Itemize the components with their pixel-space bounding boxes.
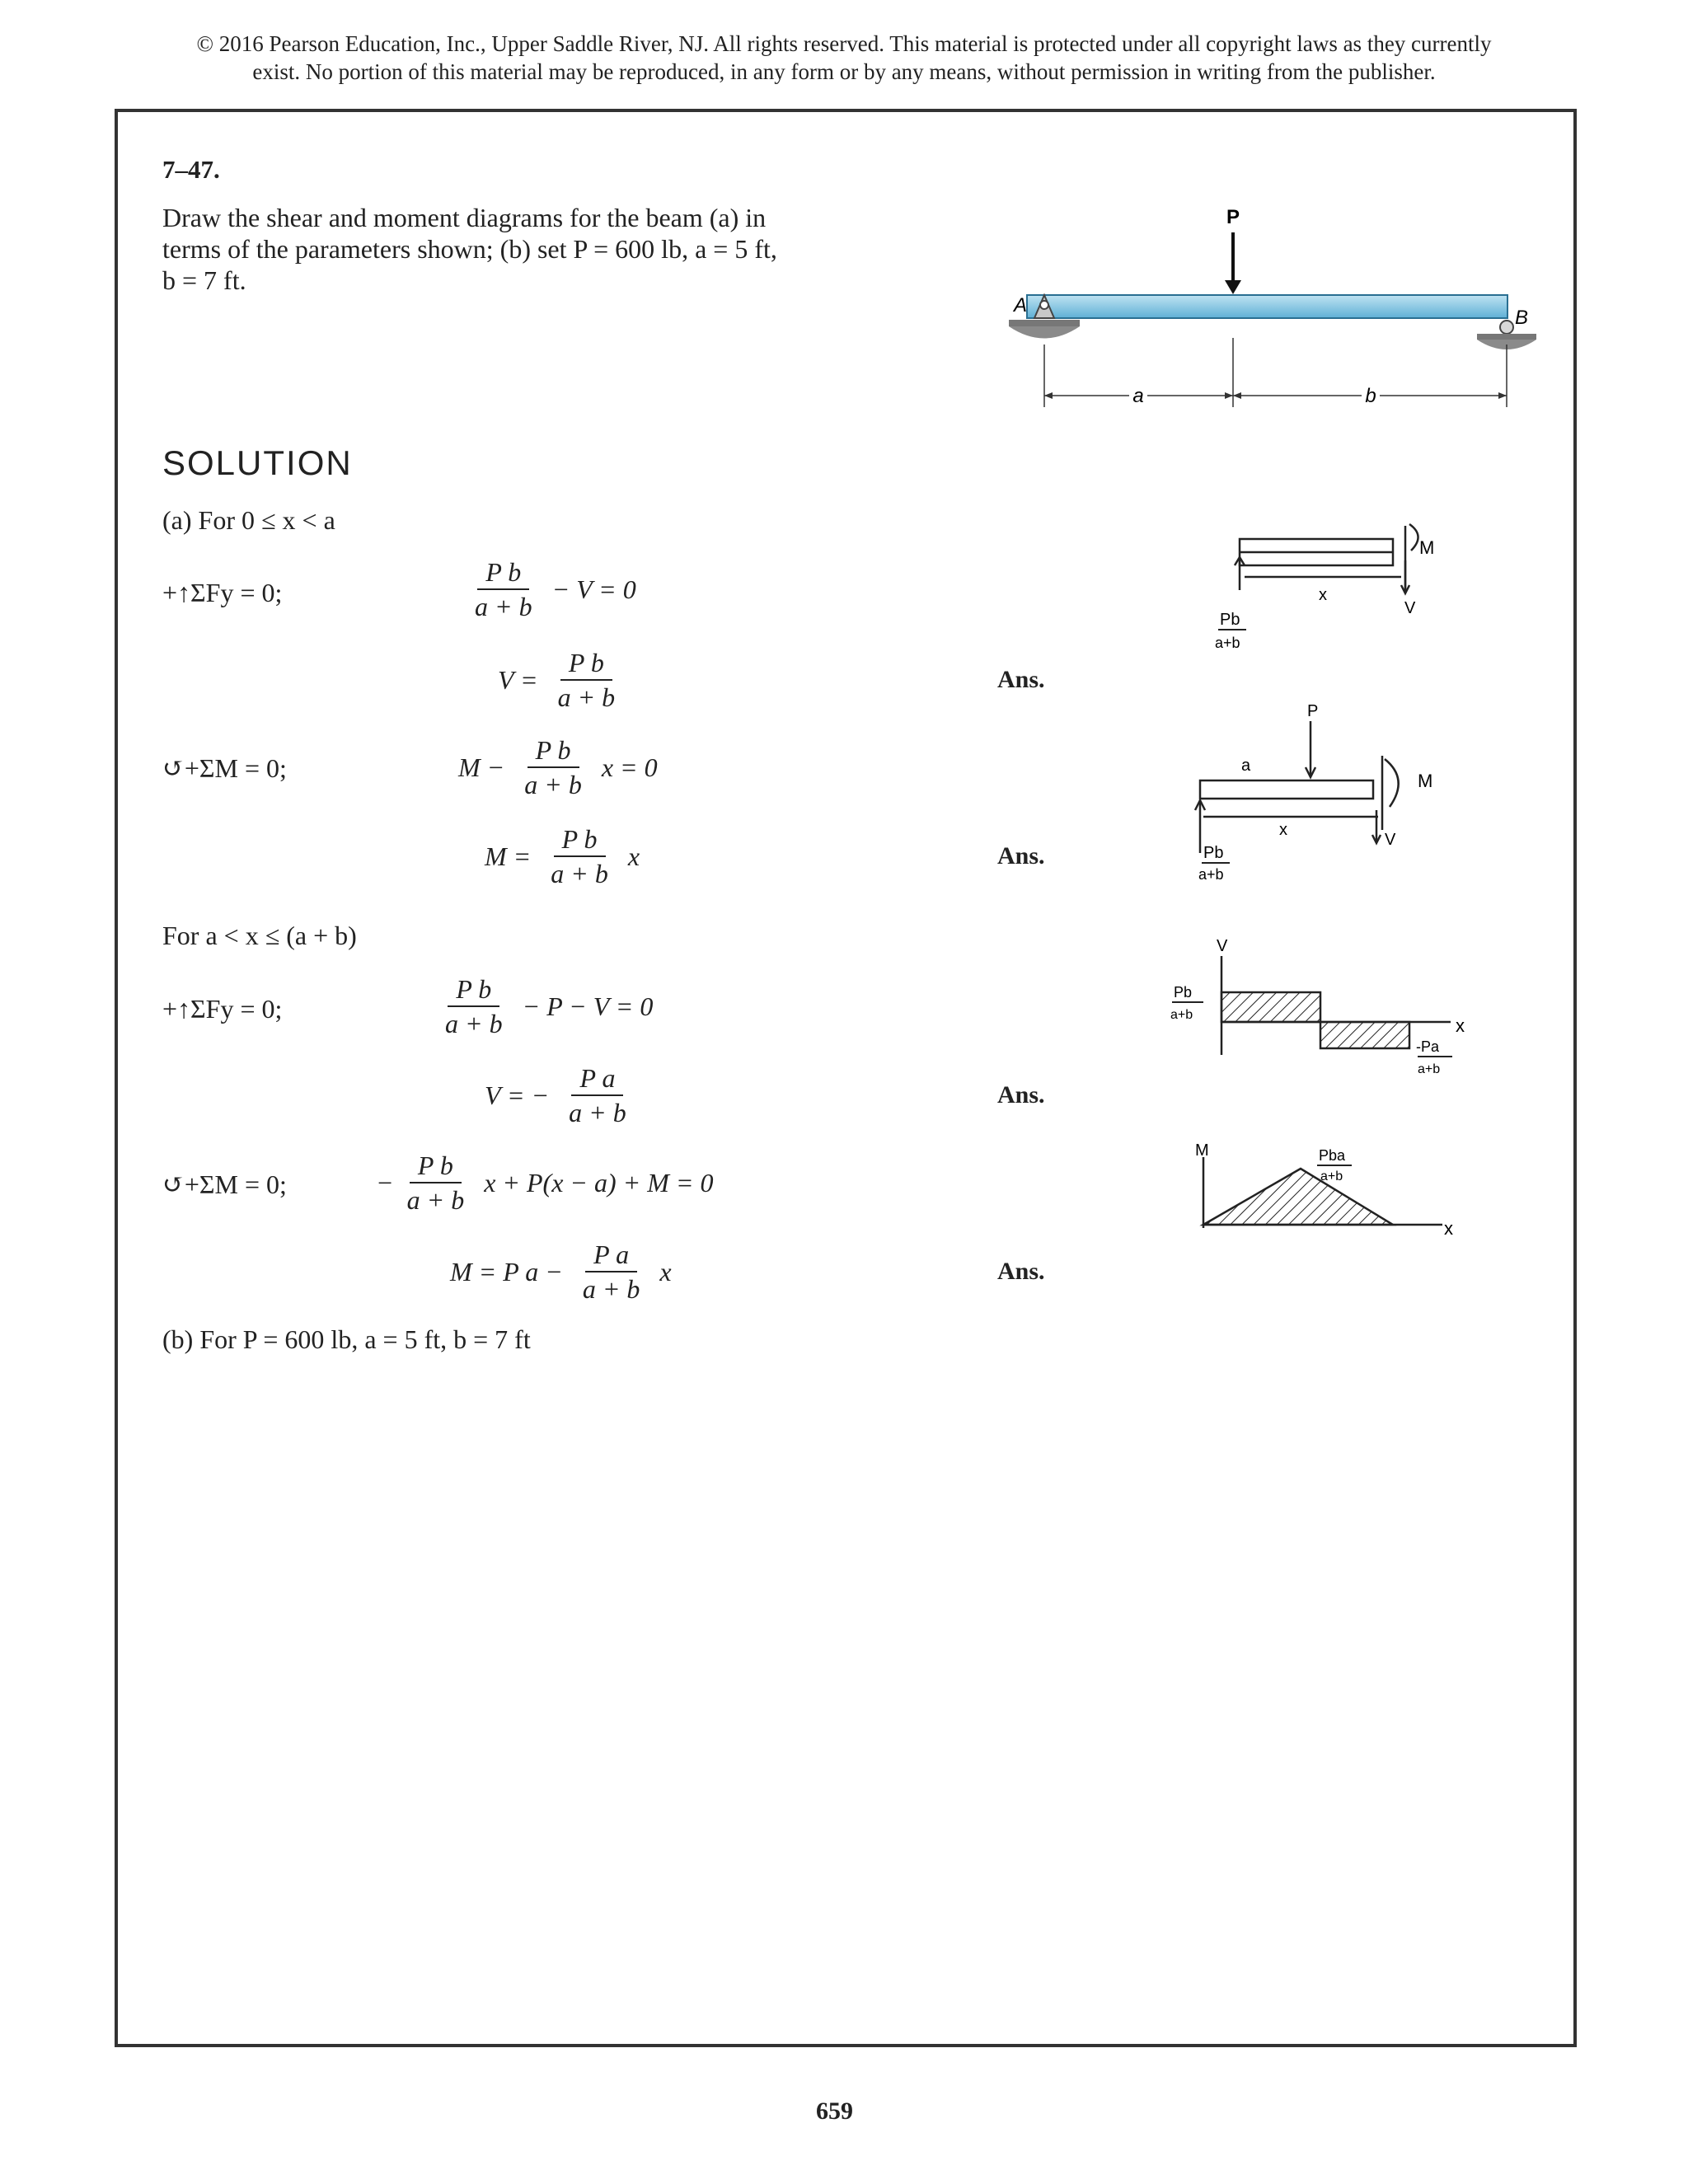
pin-icon (1040, 301, 1048, 309)
equation-7: − $\frac{\text{P b}}{a + b}$ x + P(x − a) + M = 0 (376, 1151, 714, 1215)
shear-positive-den: a+b (1170, 1008, 1193, 1022)
dim-b-label: b (1365, 385, 1376, 407)
fbd2-reaction-den: a+b (1198, 866, 1224, 883)
moment-peak-num: Pba (1319, 1147, 1346, 1164)
load-arrow-head (1225, 280, 1241, 294)
range-2-label: For a < x ≤ (a + b) (162, 921, 357, 950)
shear-positive-num: Pb (1174, 984, 1193, 1001)
dim-a-label: a (1132, 385, 1144, 407)
moment-peak-den: a+b (1320, 1169, 1343, 1183)
fbd1-moment-label: M (1419, 537, 1435, 558)
answer-label-3: Ans. (997, 1081, 1045, 1108)
fbd2-x-label: x (1279, 821, 1287, 839)
ground-a (1009, 320, 1080, 326)
support-a-label: A (1014, 294, 1028, 316)
ground-b (1477, 334, 1536, 340)
shear-negative-den: a+b (1418, 1062, 1441, 1076)
problem-number: 7–47. (162, 155, 220, 184)
shear-axis-label: V (1217, 937, 1228, 955)
fraction: $\frac{\text{P a}}{a + b}$ (582, 1240, 640, 1304)
moment-x-axis-label: x (1444, 1218, 1453, 1239)
fbd2-reaction-num: Pb (1203, 844, 1224, 862)
ground-a-base (1009, 326, 1080, 339)
shear-negative-num: -Pa (1416, 1038, 1440, 1055)
fbd-2-sketch (1187, 702, 1467, 886)
fraction: $\frac{\text{P b}}{a + b}$ (557, 648, 616, 712)
fraction: $\frac{\text{P b}}{a + b}$ (445, 974, 503, 1038)
problem-statement (162, 202, 822, 296)
fraction: $\frac{\text{P a}}{a + b}$ (569, 1063, 626, 1127)
fbd-1-sketch (1203, 511, 1442, 659)
fbd1-reaction-num: Pb (1220, 611, 1240, 629)
equation-5: $\frac{\text{P b}}{a + b}$ − P − V = 0 (432, 974, 659, 1038)
moment-diagram-sketch (1154, 1137, 1484, 1261)
page-number: 659 (816, 2097, 853, 2125)
equation-4: M = $\frac{\text{P b}}{a + b}$ x (485, 824, 640, 888)
sum-m-label-1: ↺+ΣM = 0; (162, 753, 287, 783)
shear-diagram-sketch (1154, 937, 1484, 1096)
fbd1-shear-label: V (1404, 599, 1416, 617)
fraction: $\frac{\text{P b}}{a + b}$ (524, 735, 582, 799)
part-b-label: (b) For P = 600 lb, a = 5 ft, b = 7 ft (162, 1324, 531, 1354)
fraction: $\frac{\text{P b}}{a + b}$ (406, 1151, 465, 1215)
fraction: $\frac{\text{P b}}{a + b}$ (551, 824, 608, 888)
fraction: $\frac{\text{P b}}{a + b}$ (475, 557, 532, 621)
statement-line-2: terms of the parameters shown; (b) set P = 600 lb, a = 5 ft, (162, 234, 777, 264)
load-label: P (1226, 206, 1240, 228)
beam-figure (997, 198, 1529, 420)
fbd2-load-label: P (1307, 702, 1319, 720)
moment-axis-label: M (1195, 1141, 1209, 1160)
beam (1027, 295, 1507, 318)
equation-3: M − $\frac{\text{P b}}{a + b}$ x = 0 (458, 735, 658, 799)
answer-label-1: Ans. (997, 666, 1045, 693)
copyright-line-1: © 2016 Pearson Education, Inc., Upper Saddle River, NJ. All rights reserved. This material is protected under all copyright laws as they currently (196, 31, 1492, 56)
sum-m-label-2: ↺+ΣM = 0; (162, 1169, 287, 1199)
sum-fy-label-2: +↑ΣFy = 0; (162, 994, 283, 1024)
equation-8: M = P a − $\frac{\text{P a}}{a + b}$ x (450, 1240, 672, 1304)
fbd1-reaction-den: a+b (1215, 635, 1240, 651)
copyright-line-2: exist. No portion of this material may be reproduced, in any form or by any means, without permission in writing from the publisher. (252, 59, 1436, 84)
fbd1-x-label: x (1319, 586, 1327, 604)
statement-line-1: Draw the shear and moment diagrams for the beam (a) in (162, 203, 767, 232)
part-a-label: (a) For 0 ≤ x < a (162, 505, 335, 535)
answer-label-2: Ans. (997, 842, 1045, 869)
fbd2-shear-label: V (1385, 831, 1396, 849)
roller-icon (1500, 321, 1513, 334)
solution-heading: SOLUTION (162, 443, 353, 482)
shear-x-axis-label: x (1456, 1015, 1465, 1036)
fbd2-a-label: a (1241, 757, 1251, 775)
sum-fy-label-1: +↑ΣFy = 0; (162, 578, 283, 607)
statement-line-3: b = 7 ft. (162, 265, 246, 295)
equation-2: V = $\frac{\text{P b}}{a + b}$ (491, 648, 628, 712)
answer-label-4: Ans. (997, 1258, 1045, 1285)
equation-1: $\frac{\text{P b}}{a + b}$ − V = 0 (462, 557, 643, 621)
copyright-notice (0, 30, 1688, 86)
support-b-label: B (1515, 307, 1529, 329)
equation-6: V = − $\frac{\text{P a}}{a + b}$ (478, 1063, 640, 1127)
fbd2-moment-label: M (1418, 771, 1433, 791)
